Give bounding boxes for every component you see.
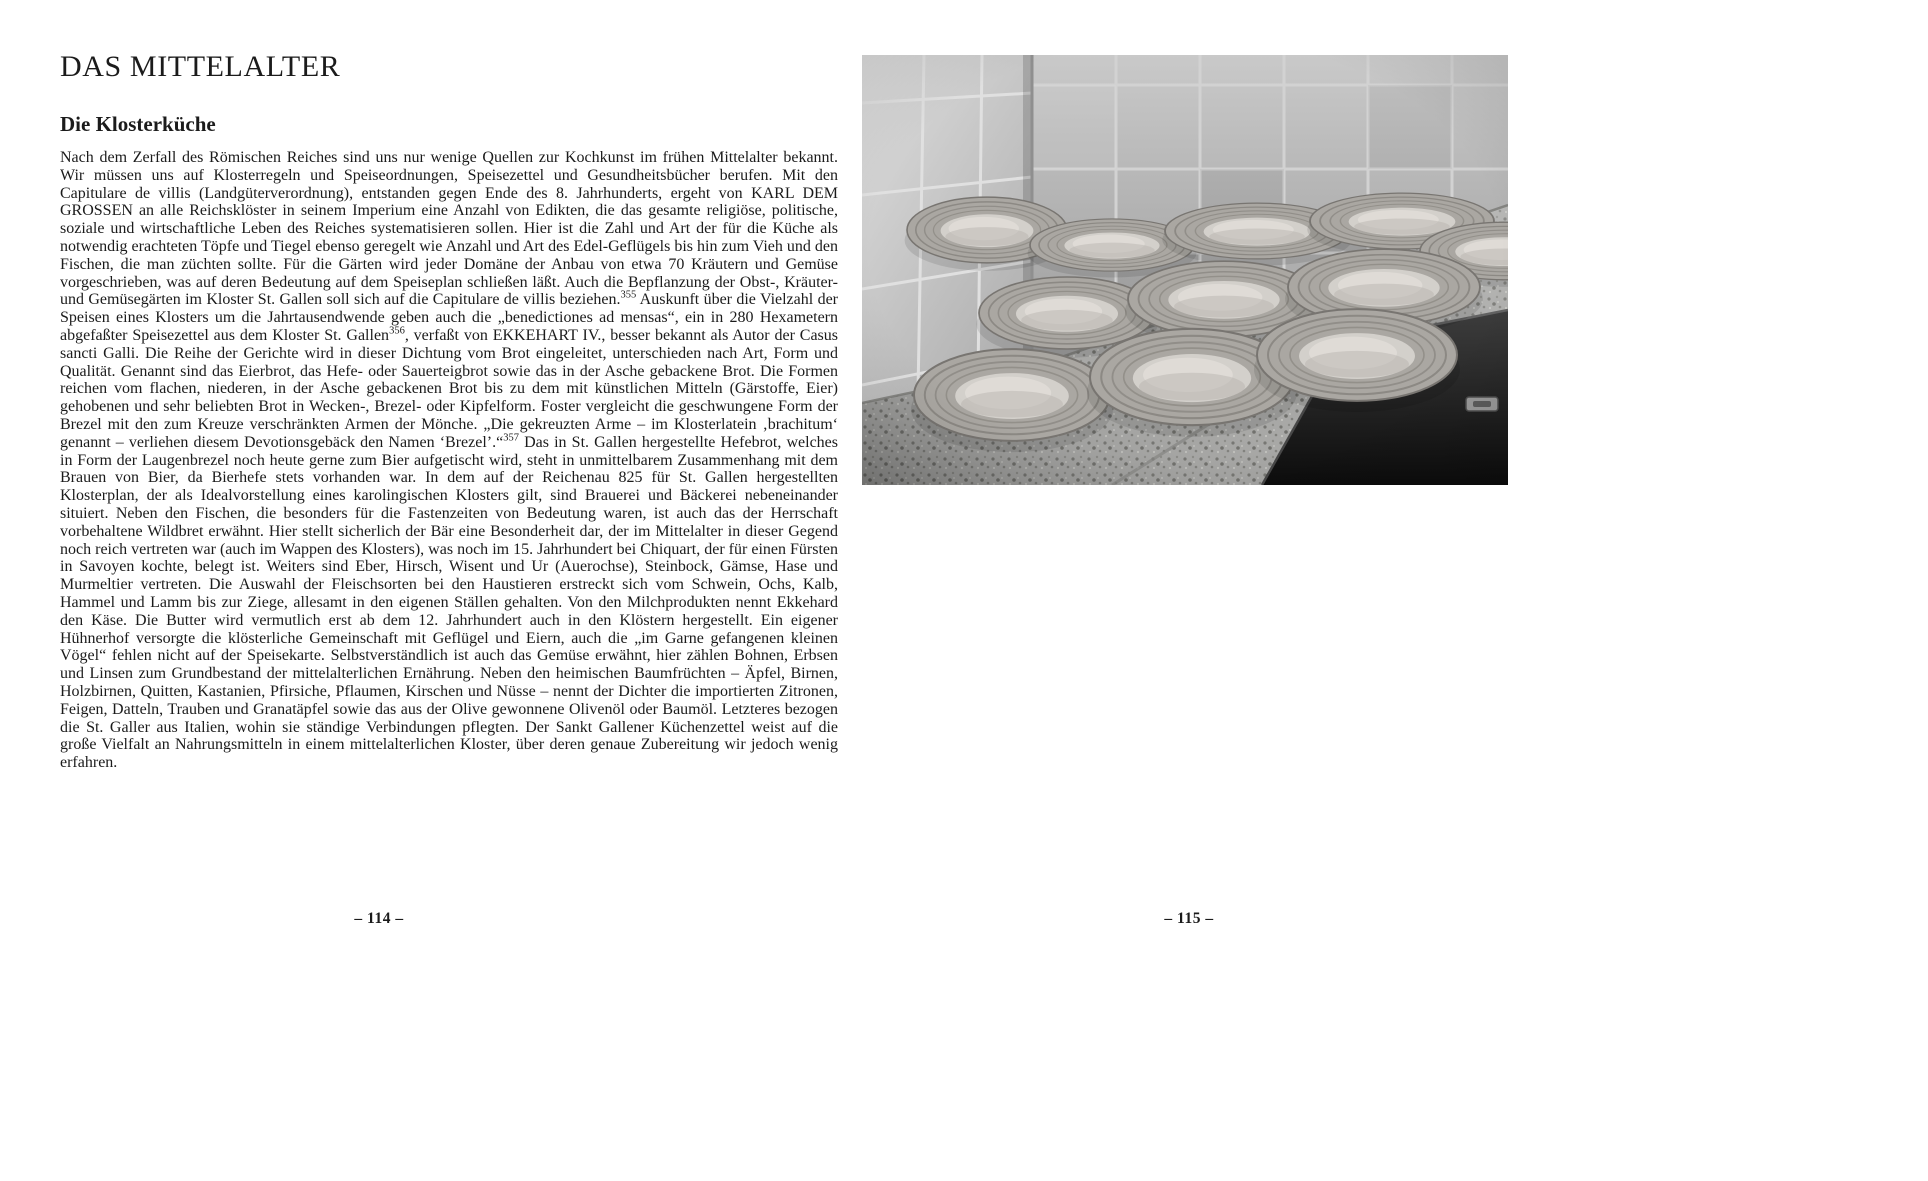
section-heading: Die Klosterküche xyxy=(60,112,216,136)
body-paragraph: Nach dem Zerfall des Römischen Reiches sind uns nur wenige Quellen zur Kochkunst im frühen Mittelalter bekannt. Wir müssen uns auf Klosterregeln und Speiseordnungen, Speisezettel und Gesundheitsbücher berufen. Mit den Capitulare de villis (Landgüterverordnung), entstanden gegen Ende des 8. Jahrhunderts, ergeht von KARL DEM GROSSEN an alle Reichsklöster in seinem Imperium eine Anzahl von Edikten, die das gesamte religiöse, politische, soziale und wirtschaftliche Leben des Reiches systematisieren sollen. Hier ist die Zahl und Art der für die Küche als notwendig erachteten Töpfe und Tiegel ebenso geregelt wie Anzahl und Art des Edel-Geflügels bis hin zum Vieh und den Fischen, die man züchten sollte. Für die Gärten wird jeder Domäne der Anbau von etwa 70 Kräutern und Gemüse vorgeschrieben, was auf deren Bedeutung auf dem Speiseplan schließen läßt. Auch die Bepflanzung der Obst-, Kräuter- und Gemüsegärten im Kloster St. Gallen soll sich auf die Capitulare de villis beziehen.$^{355}$ Auskunft über die Vielzahl der Speisen eines Klosters um die Jahrtausendwende geben auch die „benedictiones ad mensas“, ein in 280 Hexametern abgefaßter Speisezettel aus dem Kloster St. Gallen$^{356}$, verfaßt von EKKEHART IV., besser bekannt als Autor der Casus sancti Galli. Die Reihe der Gerichte wird in dieser Dichtung vom Brot eingeleitet, unterschieden nach Art, Form und Qualität. Genannt sind das Eierbrot, das Hefe- oder Sauerteigbrot sowie das in der Asche gebackene Brot. Die Formen reichen vom flachen, niederen, in der Asche gebackenen Brot bis zu dem mit künstlichen Mitteln (Gärstoffe, Eier) gehobenen und sehr beliebten Brot in Wecken-, Brezel- oder Kipfelform. Foster vergleicht die geschwungene Form der Brezel mit den zum Kreuze verschränkten Armen der Mönche. „Die gekreuzten Arme – im Klosterlatein ‚brachitum‘ genannt – verliehen diesem Devotionsgebäck den Namen ‘Brezel’.“$^{357}$ Das in St. Gallen hergestellte Hefebrot, welches in Form der Laugenbrezel noch heute gerne zum Bier aufgetischt wird, steht in unmittelbarem Zusammenhang mit dem Brauen von Bier, da Bierhefe stets vorhanden war. In dem auf der Reichenau 825 für St. Gallen hergestellten Klosterplan, der als Idealvorstellung eines karolingischen Klosters gilt, sind Brauerei und Bäckerei nebeneinander situiert. Neben den Fischen, die besonders für die Fastenzeiten von Bedeutung waren, ist auch das der Herrschaft vorbehaltene Wildbret erwähnt. Hier stellt sicherlich der Bär eine Besonderheit dar, der im Mittelalter in dieser Gegend noch reich vertreten war (auch im Wappen des Klosters), was noch im 15. Jahrhundert bei Chiquart, der für einen Fürsten in Savoyen kochte, belegt ist. Weiters sind Eber, Hirsch, Wisent und Ur (Auerochse), Steinbock, Gämse, Hase und Murmeltier vertreten. Die Auswahl der Fleischsorten bei den Haustieren erstreckt sich vom Schwein, Ochs, Kalb, Hammel und Lamm bis zur Ziege, allesamt in den eigenen Ställen gehalten. Von den Milchprodukten nennt Ekkehard den Käse. Die Butter wird vermutlich erst ab dem 12. Jahrhundert auch in den Klöstern hergestellt. Ein eigener Hühnerhof versorgte die klösterliche Gemeinschaft mit Geflügel und Eiern, auch die „im Garne gefangenen kleinen Vögel“ fehlen nicht auf der Speisekarte. Selbstverständlich ist auch das Gemüse erwähnt, hier zählen Bohnen, Erbsen und Linsen zum Grundbestand der mittelalterlichen Ernährung. Neben den heimischen Baumfrüchten – Äpfel, Birnen, Holzbirnen, Quitten, Kastanien, Pfirsiche, Pflaumen, Kirschen und Nüsse – nennt der Dichter die importierten Zitronen, Feigen, Datteln, Trauben und Granatäpfel sowie das aus der Olive gewonnene Olivenöl oder Baumöl. Letzteres bezogen die St. Galler aus Italien, wohin sie ständige Verbindungen pflegten. Der Sankt Gallener Küchenzettel weist auf die große Vielfalt an Nahrungsmitteln in einem mittelalterlichen Kloster, über deren genaue Zubereitung wir jedoch wenig erfahren. xyxy=(60,149,839,772)
photo-bread-baskets xyxy=(862,55,1508,485)
page-number-left: – 114 – xyxy=(354,910,404,927)
bread-baskets-photo-svg xyxy=(862,55,1508,485)
page-number-right: – 115 – xyxy=(1164,910,1214,927)
photo-vignette xyxy=(862,55,1508,485)
chapter-title: DAS MITTELALTER xyxy=(60,50,341,83)
